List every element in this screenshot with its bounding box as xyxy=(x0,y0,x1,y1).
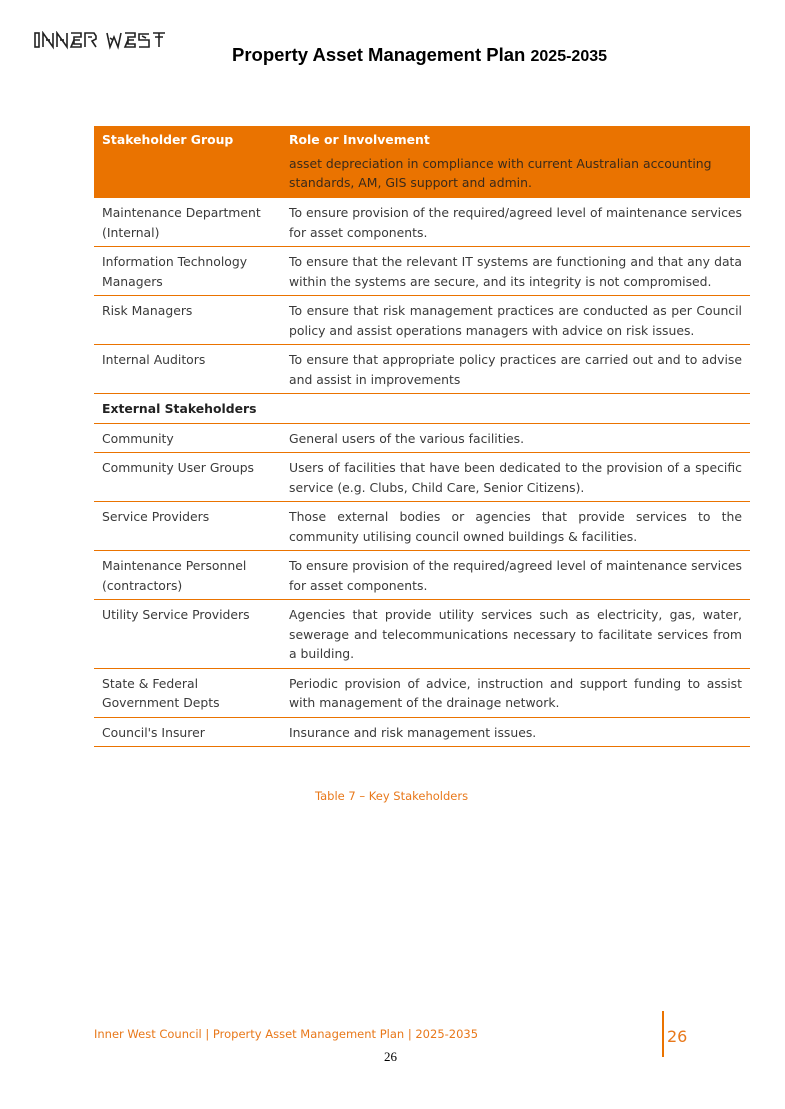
continuation-role-cell: asset depreciation in compliance with current Australian accounting standards, AM, GIS support and admin. xyxy=(281,152,750,198)
stakeholder-role-cell: To ensure that risk management practices are conducted as per Council policy and assist operations managers with advice on risk issues. xyxy=(281,296,750,345)
stakeholder-group-cell: Community xyxy=(94,423,281,453)
continuation-row xyxy=(94,152,750,198)
document-title-years: 2025-2035 xyxy=(530,48,608,65)
table-row xyxy=(94,551,750,600)
table-row xyxy=(94,502,750,551)
page-number: 26 xyxy=(384,1049,397,1064)
table-row xyxy=(94,198,750,247)
footer-page-label: 26 xyxy=(667,1027,688,1046)
stakeholder-group-cell: Community User Groups xyxy=(94,453,281,502)
stakeholder-group-cell: State & Federal Government Depts xyxy=(94,668,281,717)
stakeholder-role-cell: Those external bodies or agencies that provide services to the community utilising council owned buildings & facilities. xyxy=(281,502,750,551)
table-caption: Table 7 – Key Stakeholders xyxy=(315,789,469,803)
stakeholder-group-cell: Risk Managers xyxy=(94,296,281,345)
stakeholder-role-cell: To ensure provision of the required/agreed level of maintenance services for asset components. xyxy=(281,551,750,600)
stakeholder-role-cell: Insurance and risk management issues. xyxy=(281,717,750,747)
stakeholder-group-cell: Service Providers xyxy=(94,502,281,551)
table-row xyxy=(94,423,750,453)
column-header-role: Role or Involvement xyxy=(281,126,750,152)
continuation-empty-cell xyxy=(94,152,281,198)
external-stakeholders-heading: External Stakeholders xyxy=(94,394,750,424)
stakeholder-group-cell: Council's Insurer xyxy=(94,717,281,747)
footer-divider xyxy=(662,1011,664,1057)
stakeholder-group-cell: Information Technology Managers xyxy=(94,247,281,296)
stakeholder-role-cell: Users of facilities that have been dedicated to the provision of a specific service (e.g. Clubs, Child Care, Senior Citizens). xyxy=(281,453,750,502)
table-row xyxy=(94,600,750,669)
column-header-stakeholder-group: Stakeholder Group xyxy=(94,126,281,152)
table-row xyxy=(94,717,750,747)
table-row xyxy=(94,345,750,394)
section-heading-row xyxy=(94,394,750,424)
logo-wordmark-graphic xyxy=(34,31,186,51)
document-title xyxy=(232,44,607,66)
inner-west-logo xyxy=(34,31,186,55)
stakeholder-group-cell: Internal Auditors xyxy=(94,345,281,394)
key-stakeholders-table xyxy=(94,126,750,747)
stakeholder-role-cell: To ensure that appropriate policy practices are carried out and to advise and assist in improvements xyxy=(281,345,750,394)
stakeholder-role-cell: General users of the various facilities. xyxy=(281,423,750,453)
footer-text: Inner West Council | Property Asset Management Plan | 2025-2035 xyxy=(94,1027,479,1041)
stakeholder-role-cell: To ensure provision of the required/agreed level of maintenance services for asset components. xyxy=(281,198,750,247)
table-row xyxy=(94,453,750,502)
stakeholder-group-cell: Maintenance Department (Internal) xyxy=(94,198,281,247)
document-title-main: Property Asset Management Plan xyxy=(232,44,526,65)
table-row xyxy=(94,247,750,296)
table-row xyxy=(94,296,750,345)
stakeholder-group-cell: Utility Service Providers xyxy=(94,600,281,669)
stakeholder-group-cell: Maintenance Personnel (contractors) xyxy=(94,551,281,600)
table-header-row xyxy=(94,126,750,152)
table-row xyxy=(94,668,750,717)
stakeholder-role-cell: Periodic provision of advice, instruction and support funding to assist with management of the drainage network. xyxy=(281,668,750,717)
stakeholder-role-cell: Agencies that provide utility services such as electricity, gas, water, sewerage and telecommunications necessary to facilitate services from a building. xyxy=(281,600,750,669)
stakeholder-role-cell: To ensure that the relevant IT systems are functioning and that any data within the systems are secure, and its integrity is not compromised. xyxy=(281,247,750,296)
